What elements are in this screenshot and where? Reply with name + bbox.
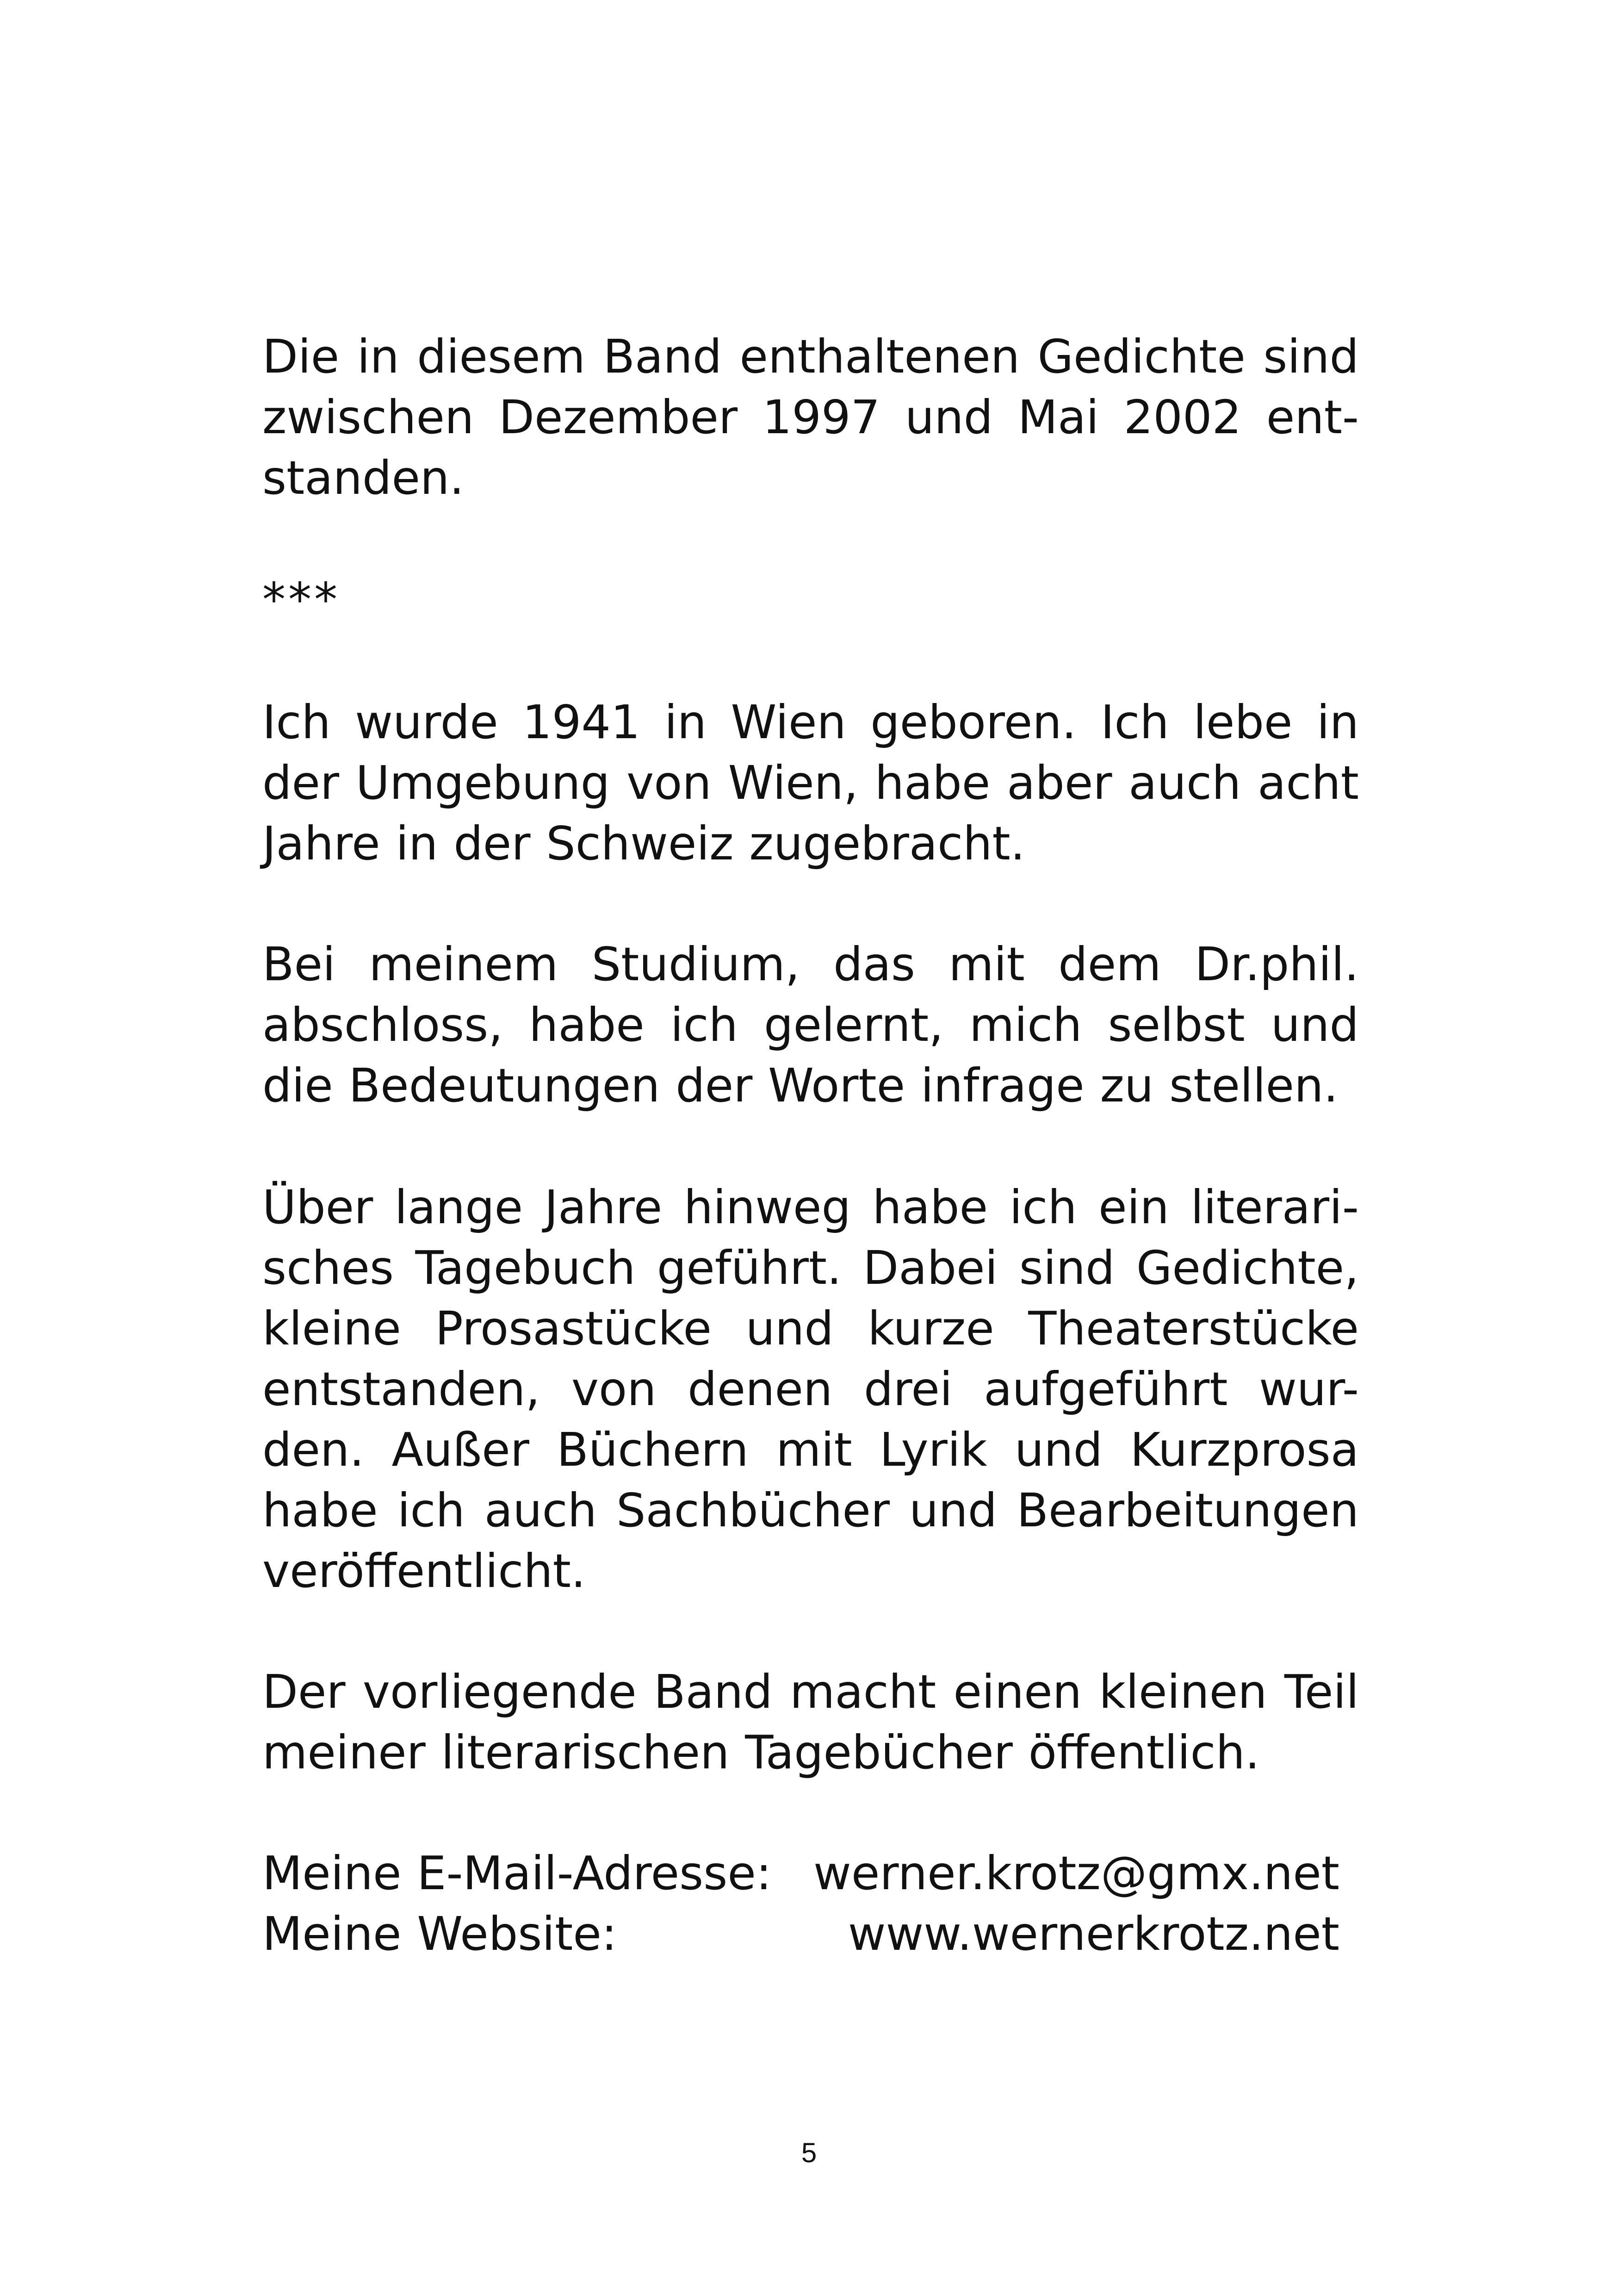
text-line: den. Außer Büchern mit Lyrik und Kurzprosa — [262, 1423, 1359, 1477]
text-line: Ich wurde 1941 in Wien geboren. Ich lebe in — [262, 695, 1359, 749]
website-label: Meine Website: — [262, 1907, 617, 1961]
email-address: werner.krotz@gmx.net — [813, 1846, 1339, 1900]
text-line: habe ich auch Sachbücher und Bearbeitungen — [262, 1483, 1359, 1537]
text-line: Die in diesem Band enthaltenen Gedichte sind — [262, 330, 1359, 384]
text-line: die Bedeutungen der Worte infrage zu stellen. — [262, 1058, 1339, 1113]
text-line: Der vorliegende Band macht einen kleinen Teil — [262, 1665, 1359, 1719]
paragraph-biography-birth — [262, 692, 1359, 874]
paragraph-biography-studies — [262, 934, 1359, 1116]
text-line: der Umgebung von Wien, habe aber auch acht — [262, 756, 1359, 810]
email-row — [262, 1843, 1339, 1904]
website-address: www.wernerkrotz.net — [848, 1907, 1339, 1961]
contact-block — [262, 1843, 1359, 1964]
text-line: kleine Prosastücke und kurze Theaterstücke — [262, 1301, 1359, 1356]
paragraph-volume-note — [262, 1661, 1359, 1783]
website-row — [262, 1904, 1339, 1964]
section-separator: *** — [262, 572, 340, 627]
text-line: Bei meinem Studium, das mit dem Dr.phil. — [262, 937, 1359, 991]
paragraph-literary-diary — [262, 1177, 1359, 1601]
text-line: meiner literarischen Tagebücher öffentlich. — [262, 1725, 1260, 1780]
text-line: Über lange Jahre hinweg habe ich ein literari- — [262, 1180, 1359, 1234]
text-line: standen. — [262, 451, 465, 505]
email-label: Meine E-Mail-Adresse: — [262, 1846, 772, 1900]
text-line: entstanden, von denen drei aufgeführt wur- — [262, 1362, 1359, 1416]
page-number: 5 — [801, 2137, 817, 2168]
text-line: veröffentlicht. — [262, 1544, 586, 1598]
text-line: sches Tagebuch geführt. Dabei sind Gedichte, — [262, 1241, 1359, 1295]
paragraph-origin-dates — [262, 326, 1359, 508]
text-line: zwischen Dezember 1997 und Mai 2002 ent- — [262, 390, 1359, 444]
text-line: Jahre in der Schweiz zugebracht. — [262, 816, 1025, 871]
text-line: abschloss, habe ich gelernt, mich selbst und — [262, 998, 1359, 1052]
